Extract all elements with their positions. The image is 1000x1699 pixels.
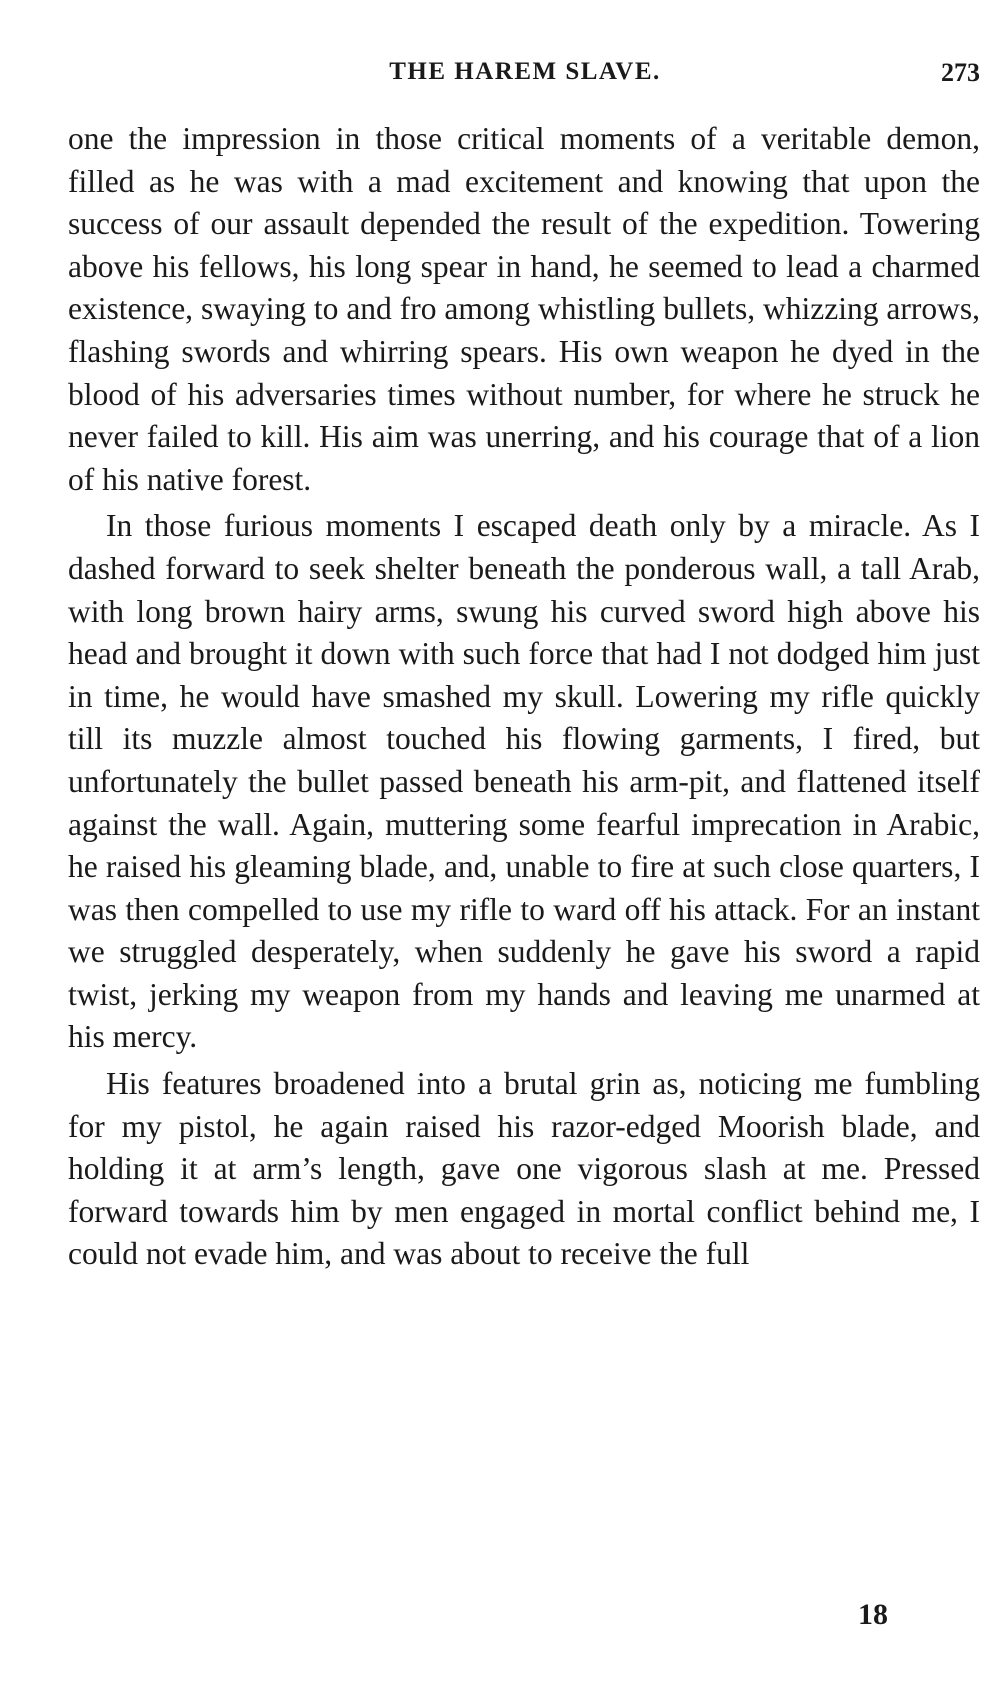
signature-mark: 18	[858, 1598, 888, 1631]
paragraph-3: His features broadened into a brutal grin as, noticing me fumbling for my pistol, he again raised his razor-edged Moorish blade, and holding it at arm’s length, gave one vigorous slash at me. Pressed forward towards him by men engaged in mortal conflict behind me, I could not evade him, and was about to receive the full	[68, 1066, 980, 1272]
running-title: THE HAREM SLAVE.	[389, 58, 661, 85]
body-text	[68, 118, 980, 1276]
paragraph-1: one the impression in those critical moments of a veritable demon, filled as he was with a mad excitement and knowing that upon the success of our assault depended the result of the expedition. Towering above his fellows, his long spear in hand, he seemed to lead a charmed existence, swaying to and fro among whistling bullets, whizzing arrows, flashing swords and whirring spears. His own weapon he dyed in the blood of his adversaries times without number, for where he struck he never failed to kill. His aim was unerring, and his courage that of a lion of his native forest.	[68, 121, 980, 497]
paragraph-2: In those furious moments I escaped death only by a miracle. As I dashed forward to seek shelter beneath the ponderous wall, a tall Arab, with long brown hairy arms, swung his curved sword high above his head and brought it down with such force that had I not dodged him just in time, he would have smashed my skull. Lowering my rifle quickly till its muzzle almost touched his flowing garments, I fired, but unfortunately the bullet passed beneath his arm-pit, and flattened itself against the wall. Again, muttering some fearful imprecation in Arabic, he raised his gleaming blade, and, unable to fire at such close quarters, I was then compelled to use my rifle to ward off his attack. For an instant we struggled desperately, when suddenly he gave his sword a rapid twist, jerking my weapon from my hands and leaving me unarmed at his mercy.	[68, 508, 980, 1055]
page-number: 273	[941, 58, 980, 87]
running-head	[70, 58, 980, 98]
